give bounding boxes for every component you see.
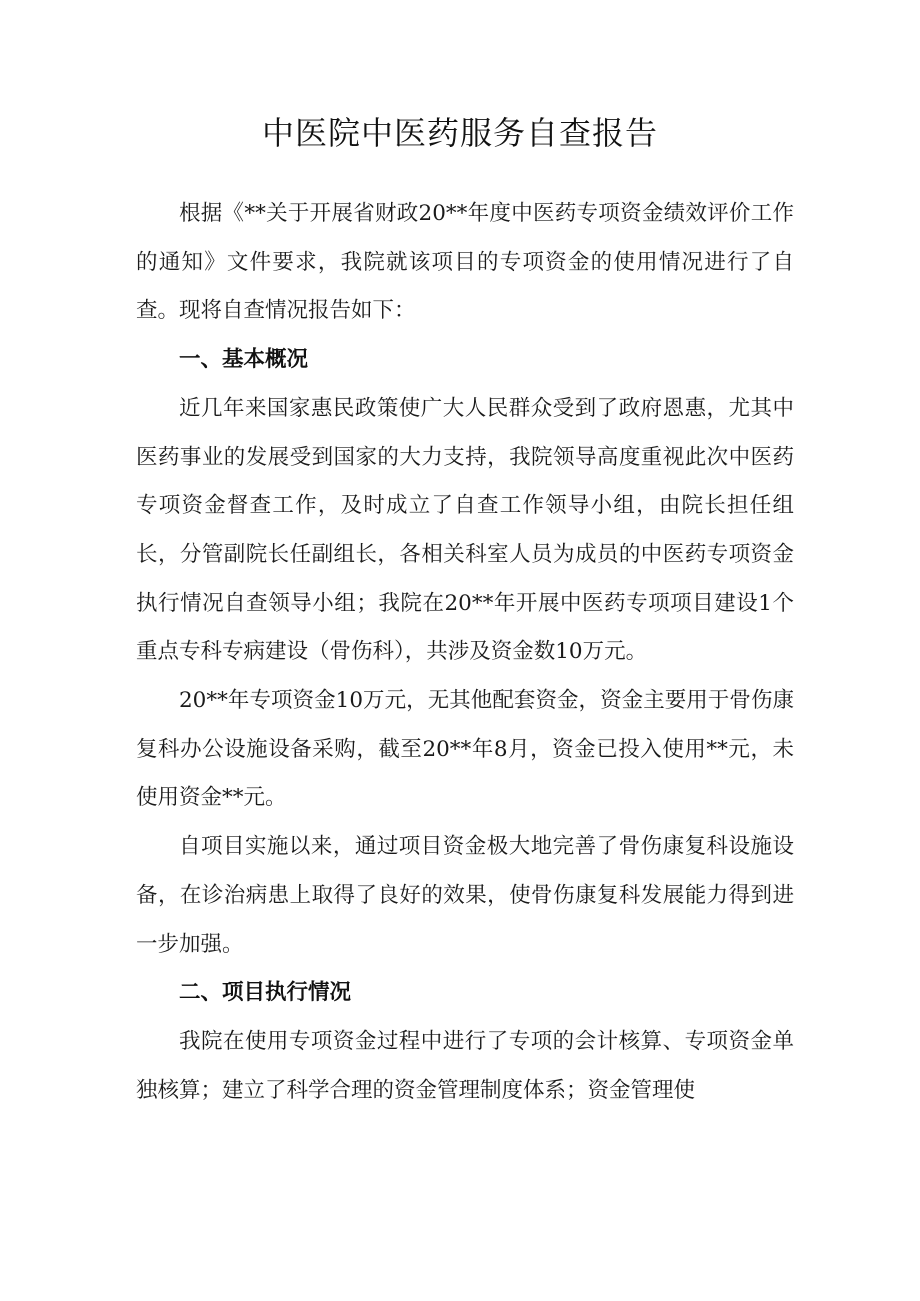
overview-paragraph-2: 20**年专项资金10万元，无其他配套资金，资金主要用于骨伤康复科办公设施设备采购，截至20**年8月，资金已投入使用**元，未使用资金**元。 bbox=[136, 688, 794, 811]
section-heading-execution: 二、项目执行情况 bbox=[179, 980, 352, 1006]
overview-paragraph-3: 自项目实施以来，通过项目资金极大地完善了骨伤康复科设施设备，在诊治病患上取得了良好的效果，使骨伤康复科发展能力得到进一步加强。 bbox=[136, 834, 794, 957]
overview-paragraph-1: 近几年来国家惠民政策使广大人民群众受到了政府恩惠，尤其中医药事业的发展受到国家的大力支持，我院领导高度重视此次中医药专项资金督查工作，及时成立了自查工作领导小组，由院长担任组长，分管副院长任副组长，各相关科室人员为成员的中医药专项资金执行情况自查领导小组；我院在20**年开展中医药专项项目建设1个重点专科专病建设（骨伤科），共涉及资金数10万元。 bbox=[136, 395, 794, 665]
intro-paragraph: 根据《**关于开展省财政20**年度中医药专项资金绩效评价工作的通知》文件要求，我院就该项目的专项资金的使用情况进行了自查。现将自查情况报告如下： bbox=[136, 201, 794, 324]
document-title: 中医院中医药服务自查报告 bbox=[261, 114, 658, 152]
document-body bbox=[136, 190, 794, 1115]
execution-paragraph-1: 我院在使用专项资金过程中进行了专项的会计核算、专项资金单独核算；建立了科学合理的资金管理制度体系；资金管理使 bbox=[136, 1028, 794, 1103]
section-heading-overview: 一、基本概况 bbox=[179, 347, 309, 373]
